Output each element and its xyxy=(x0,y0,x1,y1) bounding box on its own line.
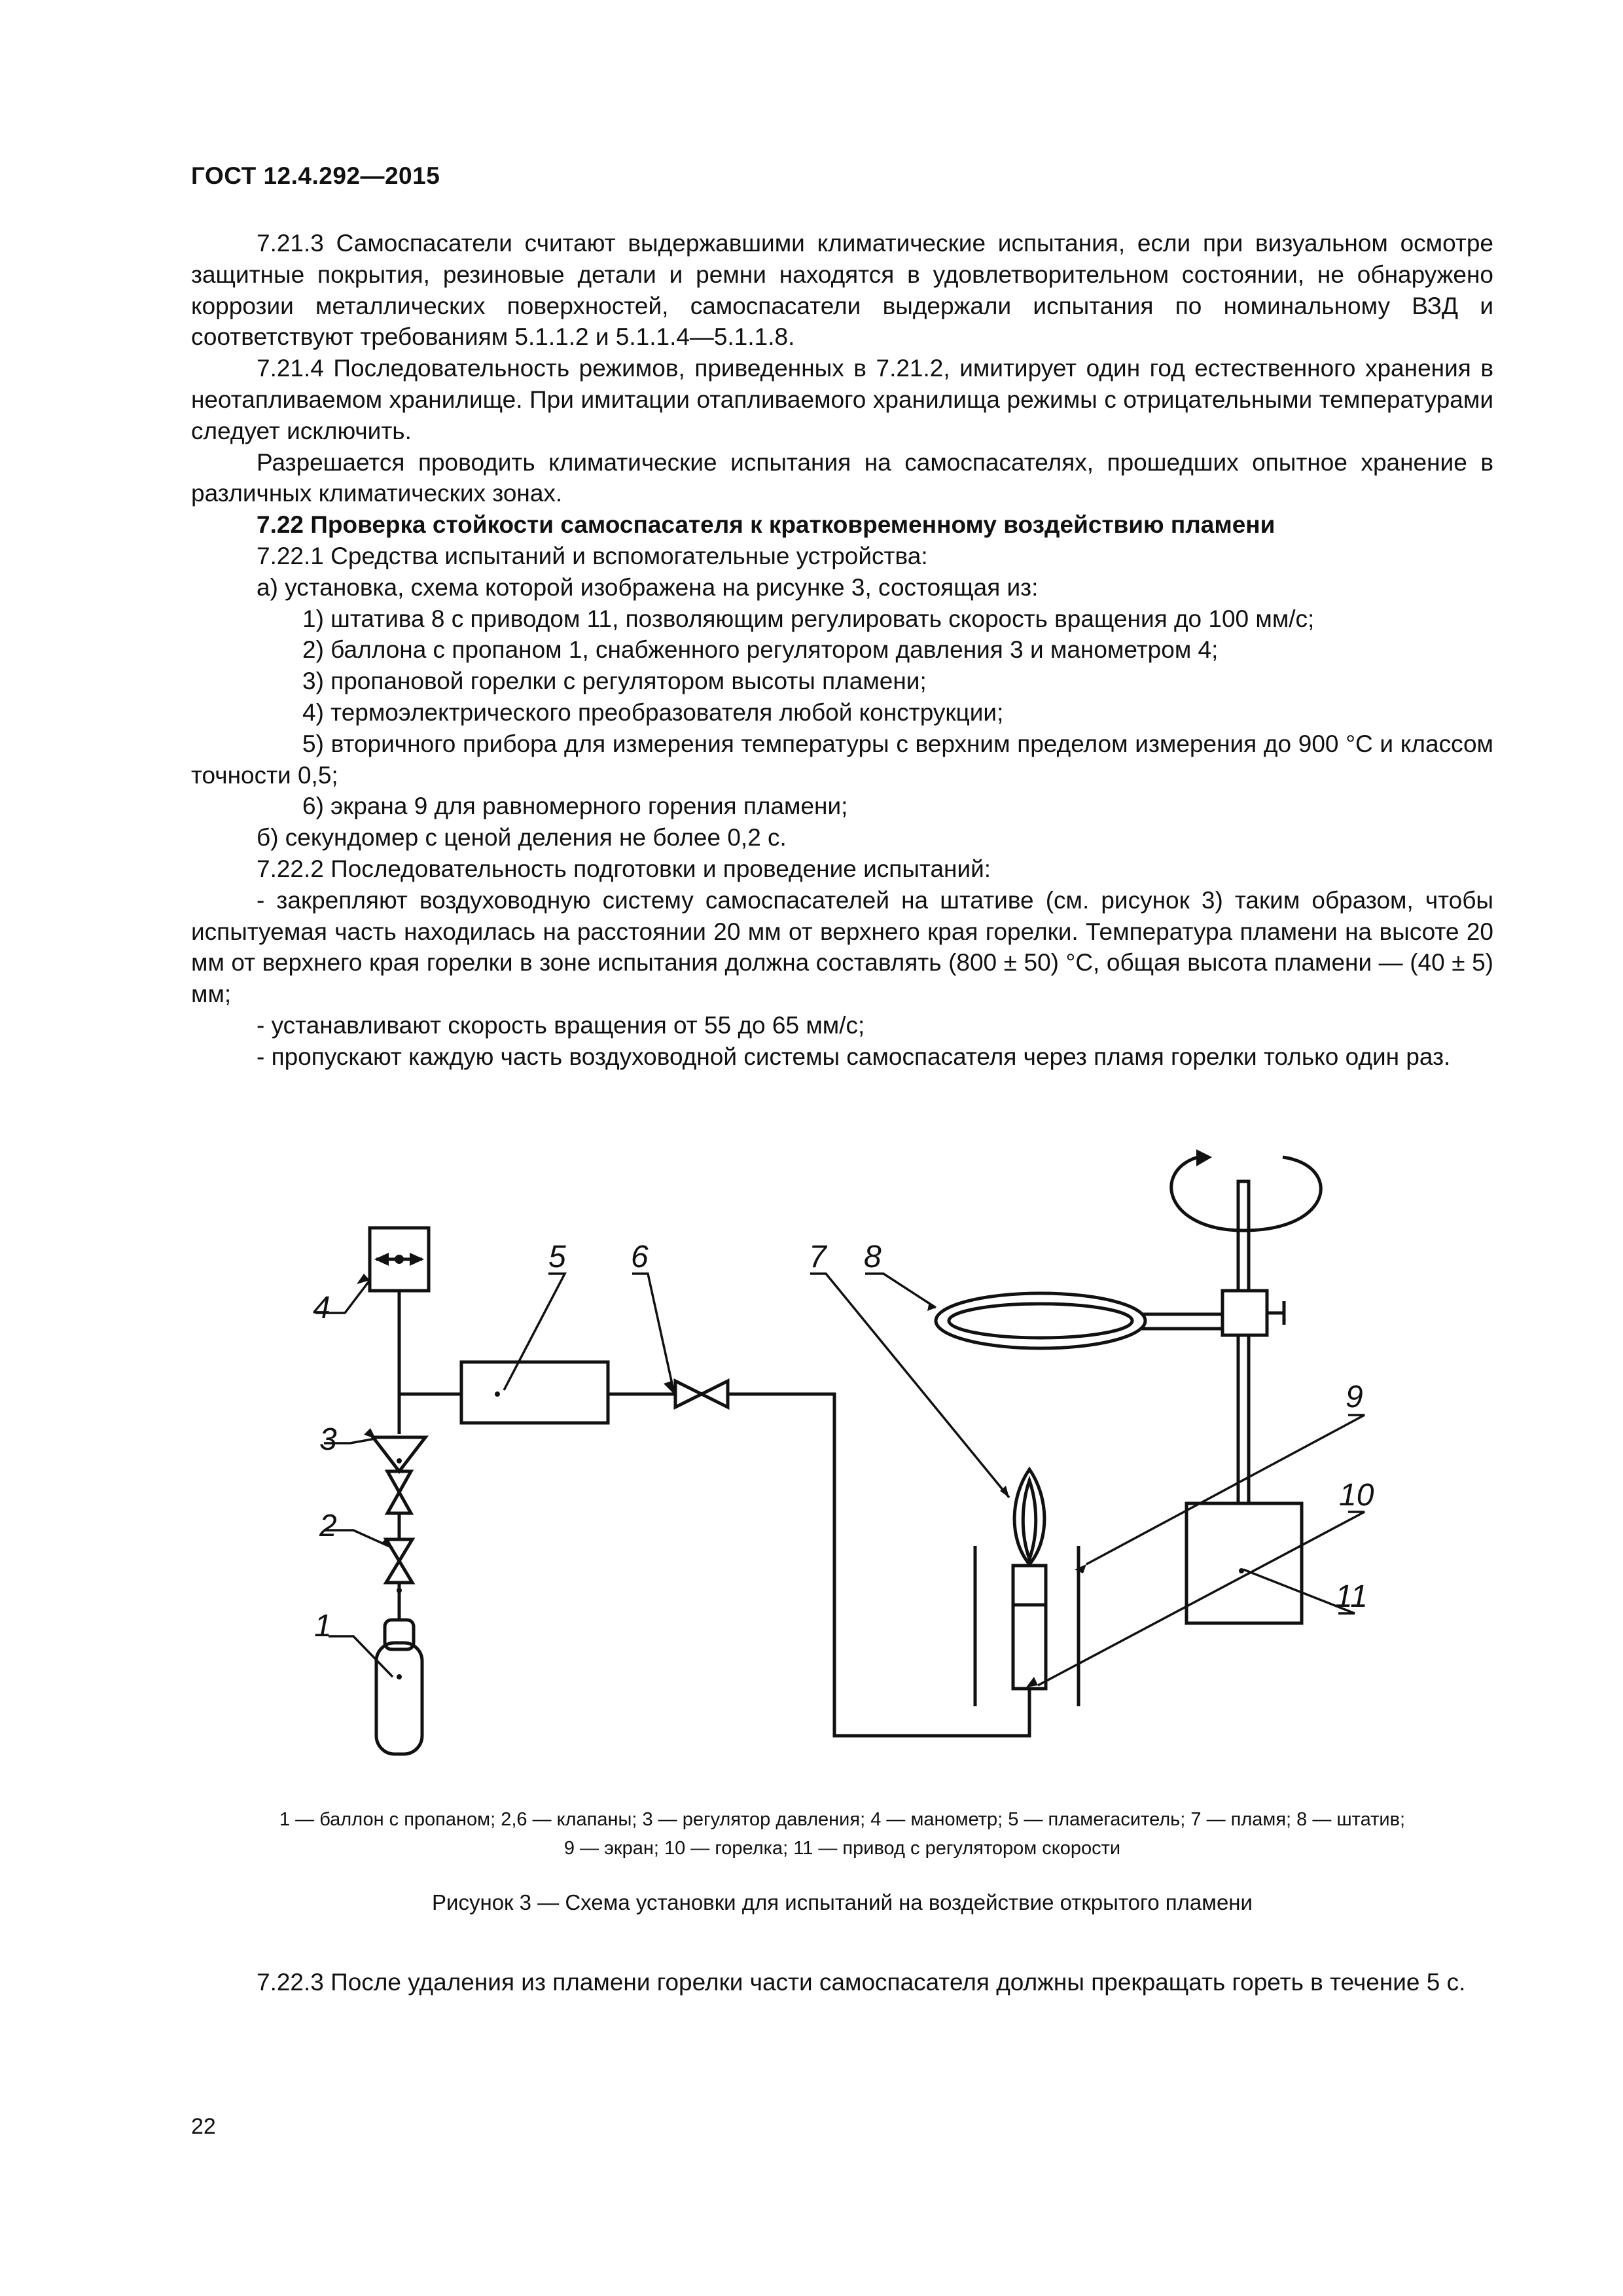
pressure-regulator xyxy=(373,1437,425,1471)
label-5: 5 xyxy=(548,1240,566,1274)
step-speed: - устанавливают скорость вращения от 55 до 65 мм/с; xyxy=(257,1011,865,1039)
list-item-6: 6) экрана 9 для равномерного горения пламени; xyxy=(302,793,848,820)
label-4: 4 xyxy=(313,1291,330,1325)
list-item-4: 4) термоэлектрического преобразователя любой конструкции; xyxy=(302,698,1004,726)
label-1: 1 xyxy=(314,1609,332,1643)
label-9: 9 xyxy=(1346,1380,1363,1414)
list-item-b: б) секундомер с ценой деления не более 0,2 с. xyxy=(257,824,787,852)
stand-ring-outer xyxy=(936,1293,1145,1348)
step-mount: - закрепляют воздуховодную систему самоспасателей на штативе (см. рисунок 3) таким образом, чтобы испытуемая часть находилась на расстоянии 20 мм от верхнего края горелки. Температура пламени на высоте 20 мм от верхнего края горелки в зоне испытания должна составлять (800 ± 50) °С, общая высота пламени — (40 ± 5) мм; xyxy=(191,886,1493,1008)
stand-clamp xyxy=(1222,1291,1267,1335)
paragraph-climate-permission: Разрешается проводить климатические испытания на самоспасателях, прошедших опытное хранение в различных климатических зонах. xyxy=(191,448,1493,507)
label-11: 11 xyxy=(1335,1579,1368,1614)
paragraph-7-22-2: 7.22.2 Последовательность подготовки и проведение испытаний: xyxy=(257,855,991,882)
page-number: 22 xyxy=(191,2114,216,2139)
propane-cylinder xyxy=(376,1643,422,1754)
figure-legend-line-2: 9 — экран; 10 — горелка; 11 — привод с регулятором скорости xyxy=(563,1838,1121,1859)
figure-caption: Рисунок 3 — Схема установки для испытаний на воздействие открытого пламени xyxy=(432,1890,1253,1914)
list-item-2: 2) баллона с пропаном 1, снабженного регулятором давления 3 и манометром 4; xyxy=(302,636,1219,664)
valve-2 xyxy=(386,1539,412,1561)
drive-box xyxy=(1186,1503,1302,1623)
label-2: 2 xyxy=(319,1509,337,1543)
valve-6 xyxy=(675,1381,702,1407)
label-10: 10 xyxy=(1339,1478,1374,1513)
paragraph-7-22-1: 7.22.1 Средства испытаний и вспомогательные устройства: xyxy=(257,542,928,569)
figure-legend xyxy=(191,1805,1493,1863)
paragraph-7-22-3: 7.22.3 После удаления из пламени горелки части самоспасателя должны прекращать гореть в течение 5 с. xyxy=(257,1969,1466,1996)
list-item-a: а) установка, схема которой изображена на рисунке 3, состоящая из: xyxy=(257,573,1039,601)
paragraph-7-21-4: 7.21.4 Последовательность режимов, приведенных в 7.21.2, имитирует один год естественного хранения в неотапливаемом хранилище. При имитации отапливаемого хранилища режимы с отрицательными температурами следует исключить. xyxy=(191,355,1493,444)
rotation-arrow xyxy=(1171,1157,1321,1230)
label-3: 3 xyxy=(319,1422,337,1457)
label-8: 8 xyxy=(864,1240,882,1274)
document-header: ГОСТ 12.4.292—2015 xyxy=(191,162,440,189)
figure-legend-line-1: 1 — баллон с пропаном; 2,6 — клапаны; 3 — регулятор давления; 4 — манометр; 5 — пламегаситель; 7 — пламя; 8 — штатив; xyxy=(279,1809,1406,1830)
burner xyxy=(1013,1566,1046,1689)
paragraph-7-21-3: 7.21.3 Самоспасатели считают выдержавшими климатические испытания, если при визуальном осмотре защитные покрытия, резиновые детали и ремни находятся в удовлетворительном состоянии, не обнаружено коррозии металлических поверхностей, самоспасатели выдержали испытания по номинальному ВЗД и соответствуют требованиям 5.1.1.2 и 5.1.1.4—5.1.1.8. xyxy=(191,230,1493,351)
label-7: 7 xyxy=(809,1240,827,1274)
list-item-1: 1) штатива 8 с приводом 11, позволяющим регулировать скорость вращения до 100 мм/с; xyxy=(302,605,1315,632)
flame-arrester-box xyxy=(461,1362,608,1423)
section-heading-7-22: 7.22 Проверка стойкости самоспасателя к кратковременному воздействию пламени xyxy=(257,511,1275,539)
step-pass-flame: - пропускают каждую часть воздуховодной системы самоспасателя через пламя горелки только один раз. xyxy=(257,1043,1451,1070)
label-6: 6 xyxy=(631,1240,649,1274)
list-item-5: 5) вторичного прибора для измерения температуры с верхним пределом измерения до 900 °С и классом точности 0,5; xyxy=(191,730,1493,789)
final-text xyxy=(191,1967,1493,1998)
list-item-3: 3) пропановой горелки с регулятором высоты пламени; xyxy=(302,668,927,695)
